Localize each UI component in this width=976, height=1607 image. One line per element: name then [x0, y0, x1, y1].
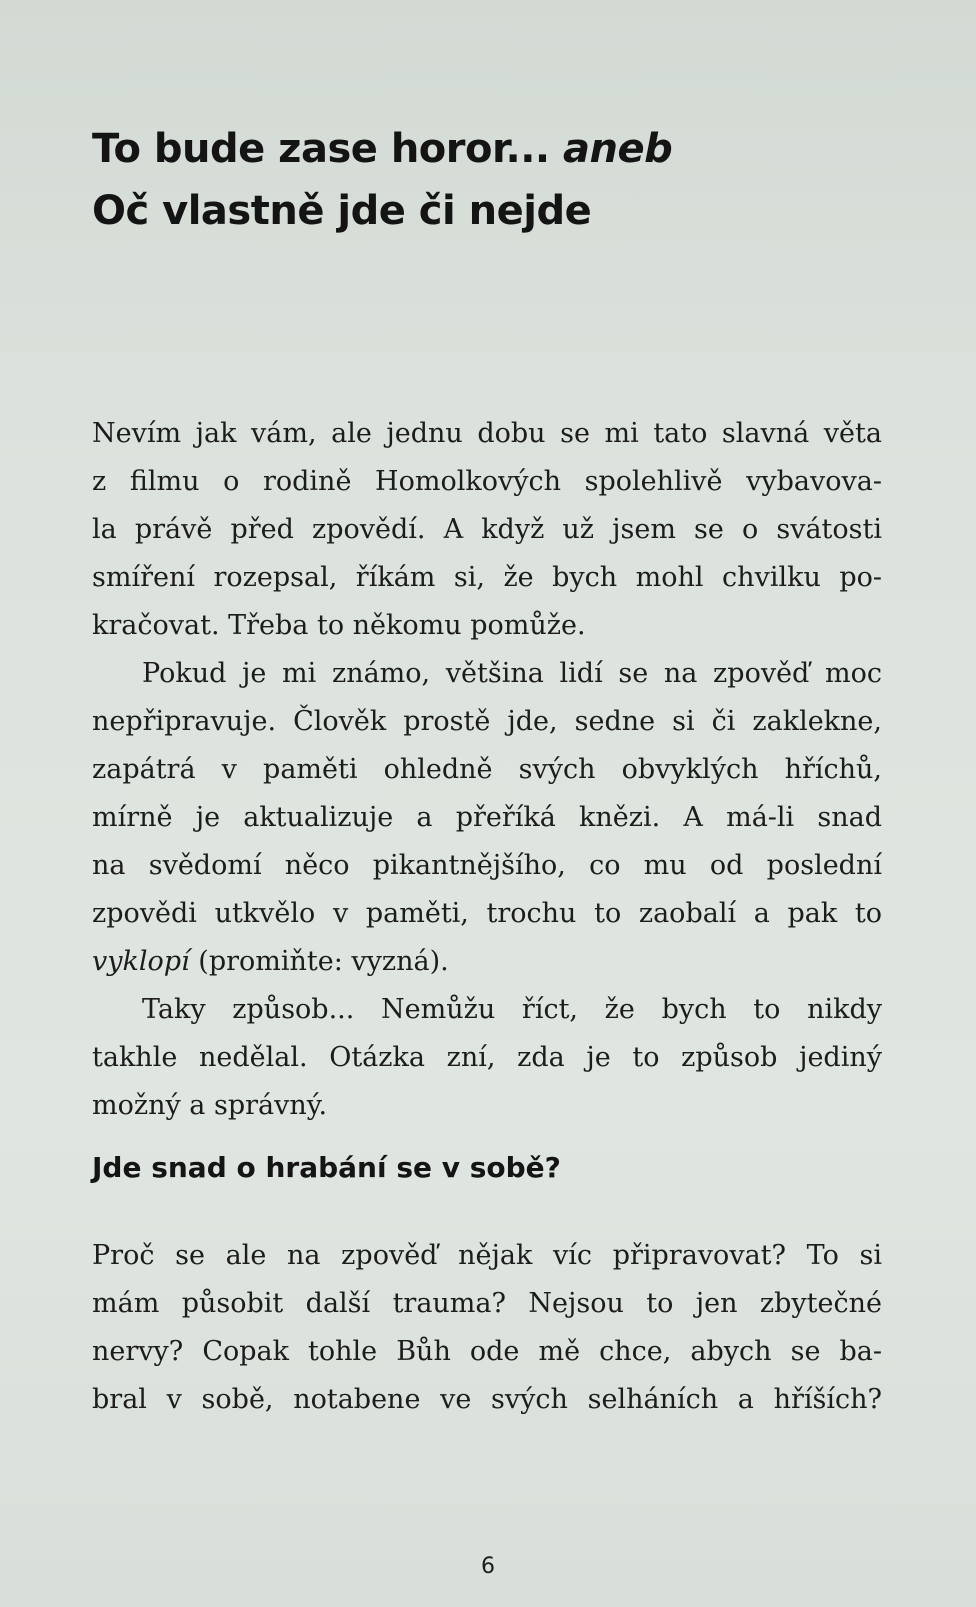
- text-line: zpovědi utkvělo v paměti, trochu to zaobalí a pak to: [92, 898, 882, 929]
- section-subheading: Jde snad o hrabání se v sobě?: [92, 1151, 561, 1184]
- chapter-title-main: To bude zase horor...: [92, 126, 564, 172]
- text-fragment: (promiňte: vyzná).: [198, 946, 449, 977]
- text-line: na svědomí něco pikantnějšího, co mu od poslední: [92, 850, 882, 881]
- text-line: možný a správný.: [92, 1090, 328, 1121]
- text-line: takhle nedělal. Otázka zní, zda je to způsob jediný: [92, 1042, 882, 1073]
- section-2-text: [92, 1232, 882, 1424]
- text-line: Taky způsob... Nemůžu říct, že bych to nikdy: [142, 994, 882, 1025]
- text-line: zapátrá v paměti ohledně svých obvyklých hříchů,: [92, 754, 882, 785]
- text-line: bral v sobě, notabene ve svých selháních a hříších?: [92, 1384, 882, 1415]
- text-line: mírně je aktualizuje a přeříká knězi. A má-li snad: [92, 802, 882, 833]
- text-line: la právě před zpovědí. A když už jsem se o svátosti: [92, 514, 882, 545]
- chapter-title-line-2: Oč vlastně jde či nejde: [92, 188, 592, 234]
- chapter-title: [92, 118, 852, 242]
- text-line: [92, 938, 882, 986]
- text-line: kračovat. Třeba to někomu pomůže.: [92, 610, 586, 641]
- text-line: Nevím jak vám, ale jednu dobu se mi tato slavná věta: [92, 418, 882, 449]
- text-line: Proč se ale na zpověď nějak víc připravovat? To si: [92, 1240, 882, 1271]
- text-line: nervy? Copak tohle Bůh ode mě chce, abych se ba-: [92, 1336, 882, 1367]
- text-line: z filmu o rodině Homolkových spolehlivě vybavova-: [92, 466, 882, 497]
- text-line: Pokud je mi známo, většina lidí se na zpověď moc: [142, 658, 882, 689]
- text-line: mám působit další trauma? Nejsou to jen zbytečné: [92, 1288, 882, 1319]
- chapter-title-line-1: [92, 118, 852, 180]
- section-1-text: [92, 410, 882, 1130]
- text-line: smíření rozepsal, říkám si, že bych mohl chvilku po-: [92, 562, 882, 593]
- chapter-title-italic: aneb: [563, 126, 673, 172]
- italic-word: vyklopí: [92, 946, 190, 977]
- page-number: 6: [481, 1554, 495, 1579]
- text-line: nepřipravuje. Člověk prostě jde, sedne si či zaklekne,: [92, 706, 882, 737]
